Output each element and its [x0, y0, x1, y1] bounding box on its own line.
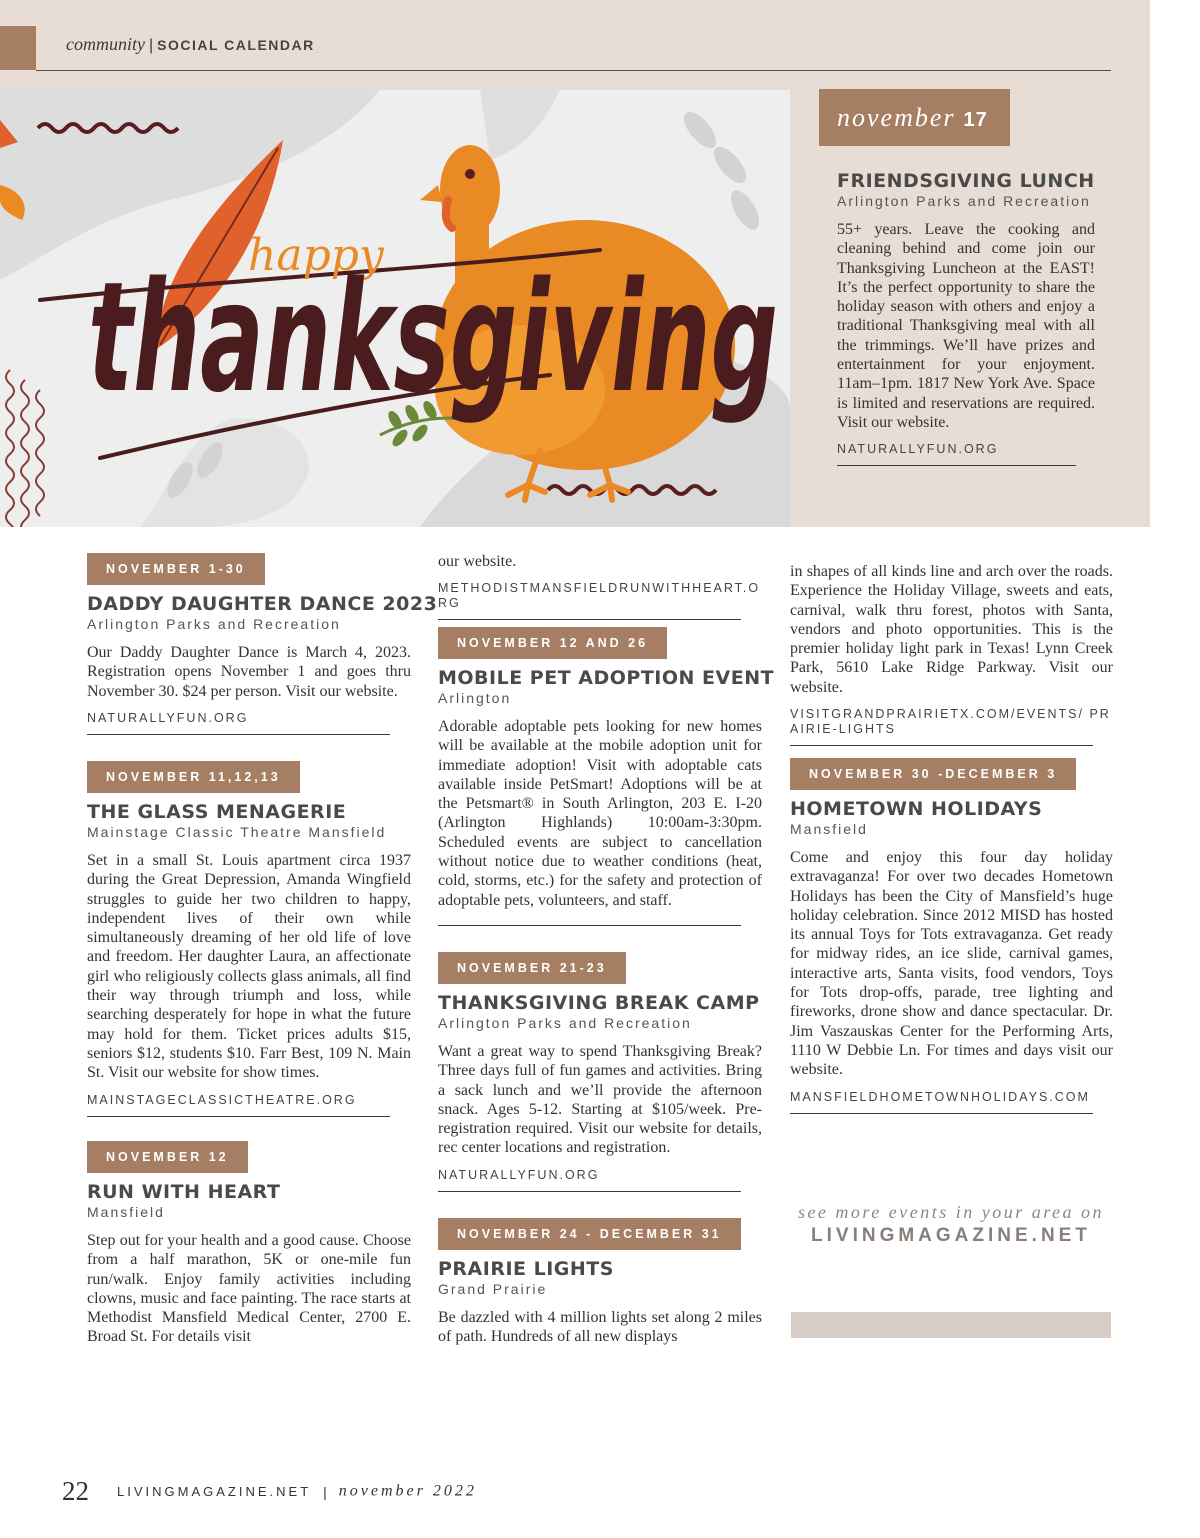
event-date-badge: NOVEMBER 30 -DECEMBER 3 — [790, 758, 1076, 790]
event-title: PRAIRIE LIGHTS — [438, 1258, 614, 1280]
thanksgiving-artwork — [0, 90, 790, 527]
event-link[interactable]: METHODISTMANSFIELDRUNWITHHEART.ORG — [438, 581, 761, 611]
header-rule — [36, 70, 1111, 71]
corner-tab — [0, 26, 36, 70]
footer-separator: | — [323, 1483, 327, 1500]
event-title: THANKSGIVING BREAK CAMP — [438, 992, 760, 1014]
event-prairie-lights-continued — [790, 562, 1113, 746]
event-link-rule — [438, 925, 741, 926]
event-org: Mansfield — [790, 821, 868, 837]
featured-org: Arlington Parks and Recreation — [837, 193, 1091, 209]
event-link[interactable]: MAINSTAGECLASSICTHEATRE.ORG — [87, 1092, 357, 1107]
event-glass-menagerie — [87, 761, 411, 1117]
event-prairie-lights — [438, 1218, 762, 1347]
event-link-rule — [438, 619, 741, 620]
event-body: Be dazzled with 4 million lights set along 2 miles of path. Hundreds of all new displays — [438, 1309, 762, 1346]
event-body: Step out for your health and a good cause. Choose from a half marathon, 5K or one-mile fun run/walk. Enjoy family activities including clowns, music and face painting. The race starts at Methodist Mansfield Medical Center, 2700 E. Broad St. For details visit — [87, 1232, 411, 1346]
event-date-badge: NOVEMBER 21-23 — [438, 952, 626, 984]
event-link-rule — [790, 1113, 1093, 1114]
hero-illustration — [0, 90, 790, 527]
event-body: Our Daddy Daughter Dance is March 4, 2023. Registration opens November 1 and goes thru November 30. $24 per person. Visit our website. — [87, 644, 411, 700]
footer-issue: november 2022 — [338, 1482, 477, 1500]
event-body-continued: our website. — [438, 553, 517, 570]
header-separator: | — [148, 37, 154, 54]
event-body: Set in a small St. Louis apartment circa 1937 during the Great Depression, Amanda Wingfield struggles to guide her two children to happy, independent lives of their own while simultaneously dreaming of her old life of love and freedom. Her daughter Laura, an affectionate girl who religiously collects glass animals, all find their way through triumph and loss, while searching desperately for hope in what the future may hold for them. Ticket prices adults $15, seniors $12, students $10. Farr Best, 109 N. Main St. Visit our website for show times. — [87, 852, 411, 1082]
event-link-rule — [87, 734, 390, 735]
featured-date-month: november — [837, 103, 956, 132]
event-org: Arlington Parks and Recreation — [87, 616, 341, 632]
event-org: Mainstage Classic Theatre Mansfield — [87, 824, 387, 840]
event-body-continued: in shapes of all kinds line and arch over the roads. Experience the Holiday Village, sweets and eats, carnival, walk thru forest, photos with Santa, vendors and photo opportunities. This is the premier holiday light park in Texas! Lynn Creek Park, 5610 Lake Ridge Parkway. Visit our website. — [790, 563, 1113, 696]
event-link[interactable]: MANSFIELDHOMETOWNHOLIDAYS.COM — [790, 1089, 1090, 1104]
event-body: Want a great way to spend Thanksgiving Break? Three days full of fun games and activities. Bring a sack lunch and we’ll provide the afternoon snack. Ages 5-12. Starting at $105/week. Pre-registration required. Visit our website for details, rec center locations and registration. — [438, 1043, 762, 1157]
event-date-badge: NOVEMBER 12 — [87, 1141, 248, 1173]
event-org: Grand Prairie — [438, 1281, 548, 1297]
featured-date-badge — [819, 89, 1010, 146]
event-link-rule — [87, 1116, 390, 1117]
event-date-badge: NOVEMBER 12 AND 26 — [438, 627, 667, 659]
event-mobile-pet-adoption — [438, 627, 775, 926]
see-more-bar — [791, 1312, 1111, 1338]
event-org: Mansfield — [87, 1204, 165, 1220]
featured-date-day: 17 — [963, 109, 988, 131]
event-daddy-daughter-dance — [87, 553, 438, 735]
event-hometown-holidays — [790, 758, 1113, 1114]
event-title: HOMETOWN HOLIDAYS — [790, 798, 1043, 820]
page-footer — [62, 1476, 477, 1507]
event-title: MOBILE PET ADOPTION EVENT — [438, 667, 775, 689]
section-subtitle: SOCIAL CALENDAR — [157, 37, 315, 53]
event-link[interactable]: NATURALLYFUN.ORG — [87, 710, 249, 725]
event-run-with-heart — [87, 1141, 411, 1347]
event-title: DADDY DAUGHTER DANCE 2023 — [87, 593, 438, 615]
featured-link[interactable]: NATURALLYFUN.ORG — [837, 442, 999, 457]
featured-link-rule — [837, 465, 1076, 466]
featured-title: FRIENDSGIVING LUNCH — [837, 170, 1095, 192]
see-more-link[interactable]: LIVINGMAGAZINE.NET — [811, 1225, 1091, 1246]
hero-big-word: thanksgiving — [88, 249, 778, 426]
featured-event — [819, 89, 1095, 466]
event-title: RUN WITH HEART — [87, 1181, 281, 1203]
event-title: THE GLASS MENAGERIE — [87, 801, 347, 823]
event-body: Adorable adoptable pets looking for new homes will be available at the mobile adoption unit for immediate adoption! Visit with adoptable cats available inside PetSmart! Adoptions will be at the Petsmart® in South Arlington, 203 E. I-20 (Arlington Highlands) 10:00am-3:30pm. Scheduled events are subject to cancellation without notice due to weather conditions (heat, cold, storms, etc.) for the safety and protection of adoptable pets, volunteers, and staff. — [438, 718, 762, 909]
event-link[interactable]: VISITGRANDPRAIRIETX.COM/EVENTS/ PRAIRIE-LIGHTS — [790, 707, 1111, 737]
event-date-badge: NOVEMBER 11,12,13 — [87, 761, 300, 793]
section-header — [66, 34, 315, 55]
event-link[interactable]: NATURALLYFUN.ORG — [438, 1167, 600, 1182]
see-more-text: see more events in your area on — [797, 1202, 1105, 1222]
section-name: community — [66, 34, 145, 54]
event-org: Arlington — [438, 690, 512, 706]
event-body: Come and enjoy this four day holiday extravaganza! For over two decades Hometown Holidays has been the City of Mansfield’s huge holiday celebration. Since 2012 MISD has hosted its annual Toys for Tots extravaganza. Get ready for midway rides, an ice slide, carnival games, interactive arts, Santa visits, food vendors, Toys for Tots drop-offs, parade, tree lighting and fireworks, drone show and dance spectacular. Dr. Jim Vaszauskas Center for the Performing Arts, 1110 W Debbie Ln. For times and days visit our website. — [790, 849, 1113, 1079]
see-more-promo — [790, 1202, 1112, 1247]
event-link-rule — [438, 1191, 741, 1192]
event-link-rule — [790, 745, 1093, 746]
event-date-badge: NOVEMBER 24 - DECEMBER 31 — [438, 1218, 741, 1250]
footer-site: LIVINGMAGAZINE.NET — [117, 1484, 312, 1499]
event-org: Arlington Parks and Recreation — [438, 1015, 692, 1031]
hero-small-word: happy — [248, 230, 384, 281]
page-number: 22 — [62, 1476, 89, 1506]
event-thanksgiving-break-camp — [438, 952, 762, 1192]
event-date-badge: NOVEMBER 1-30 — [87, 553, 265, 585]
event-run-with-heart-continued — [438, 552, 762, 620]
featured-body: 55+ years. Leave the cooking and cleaning behind and come join our Thanksgiving Luncheon at the EAST! It’s the perfect opportunity to share the holiday season with others and enjoy a traditional Thanksgiving meal with all the trimmings. We’ll have prizes and entertainment for your enjoyment. 11am–1pm. 1817 New York Ave. Space is limited and reservations are required. Visit our website. — [837, 221, 1095, 431]
